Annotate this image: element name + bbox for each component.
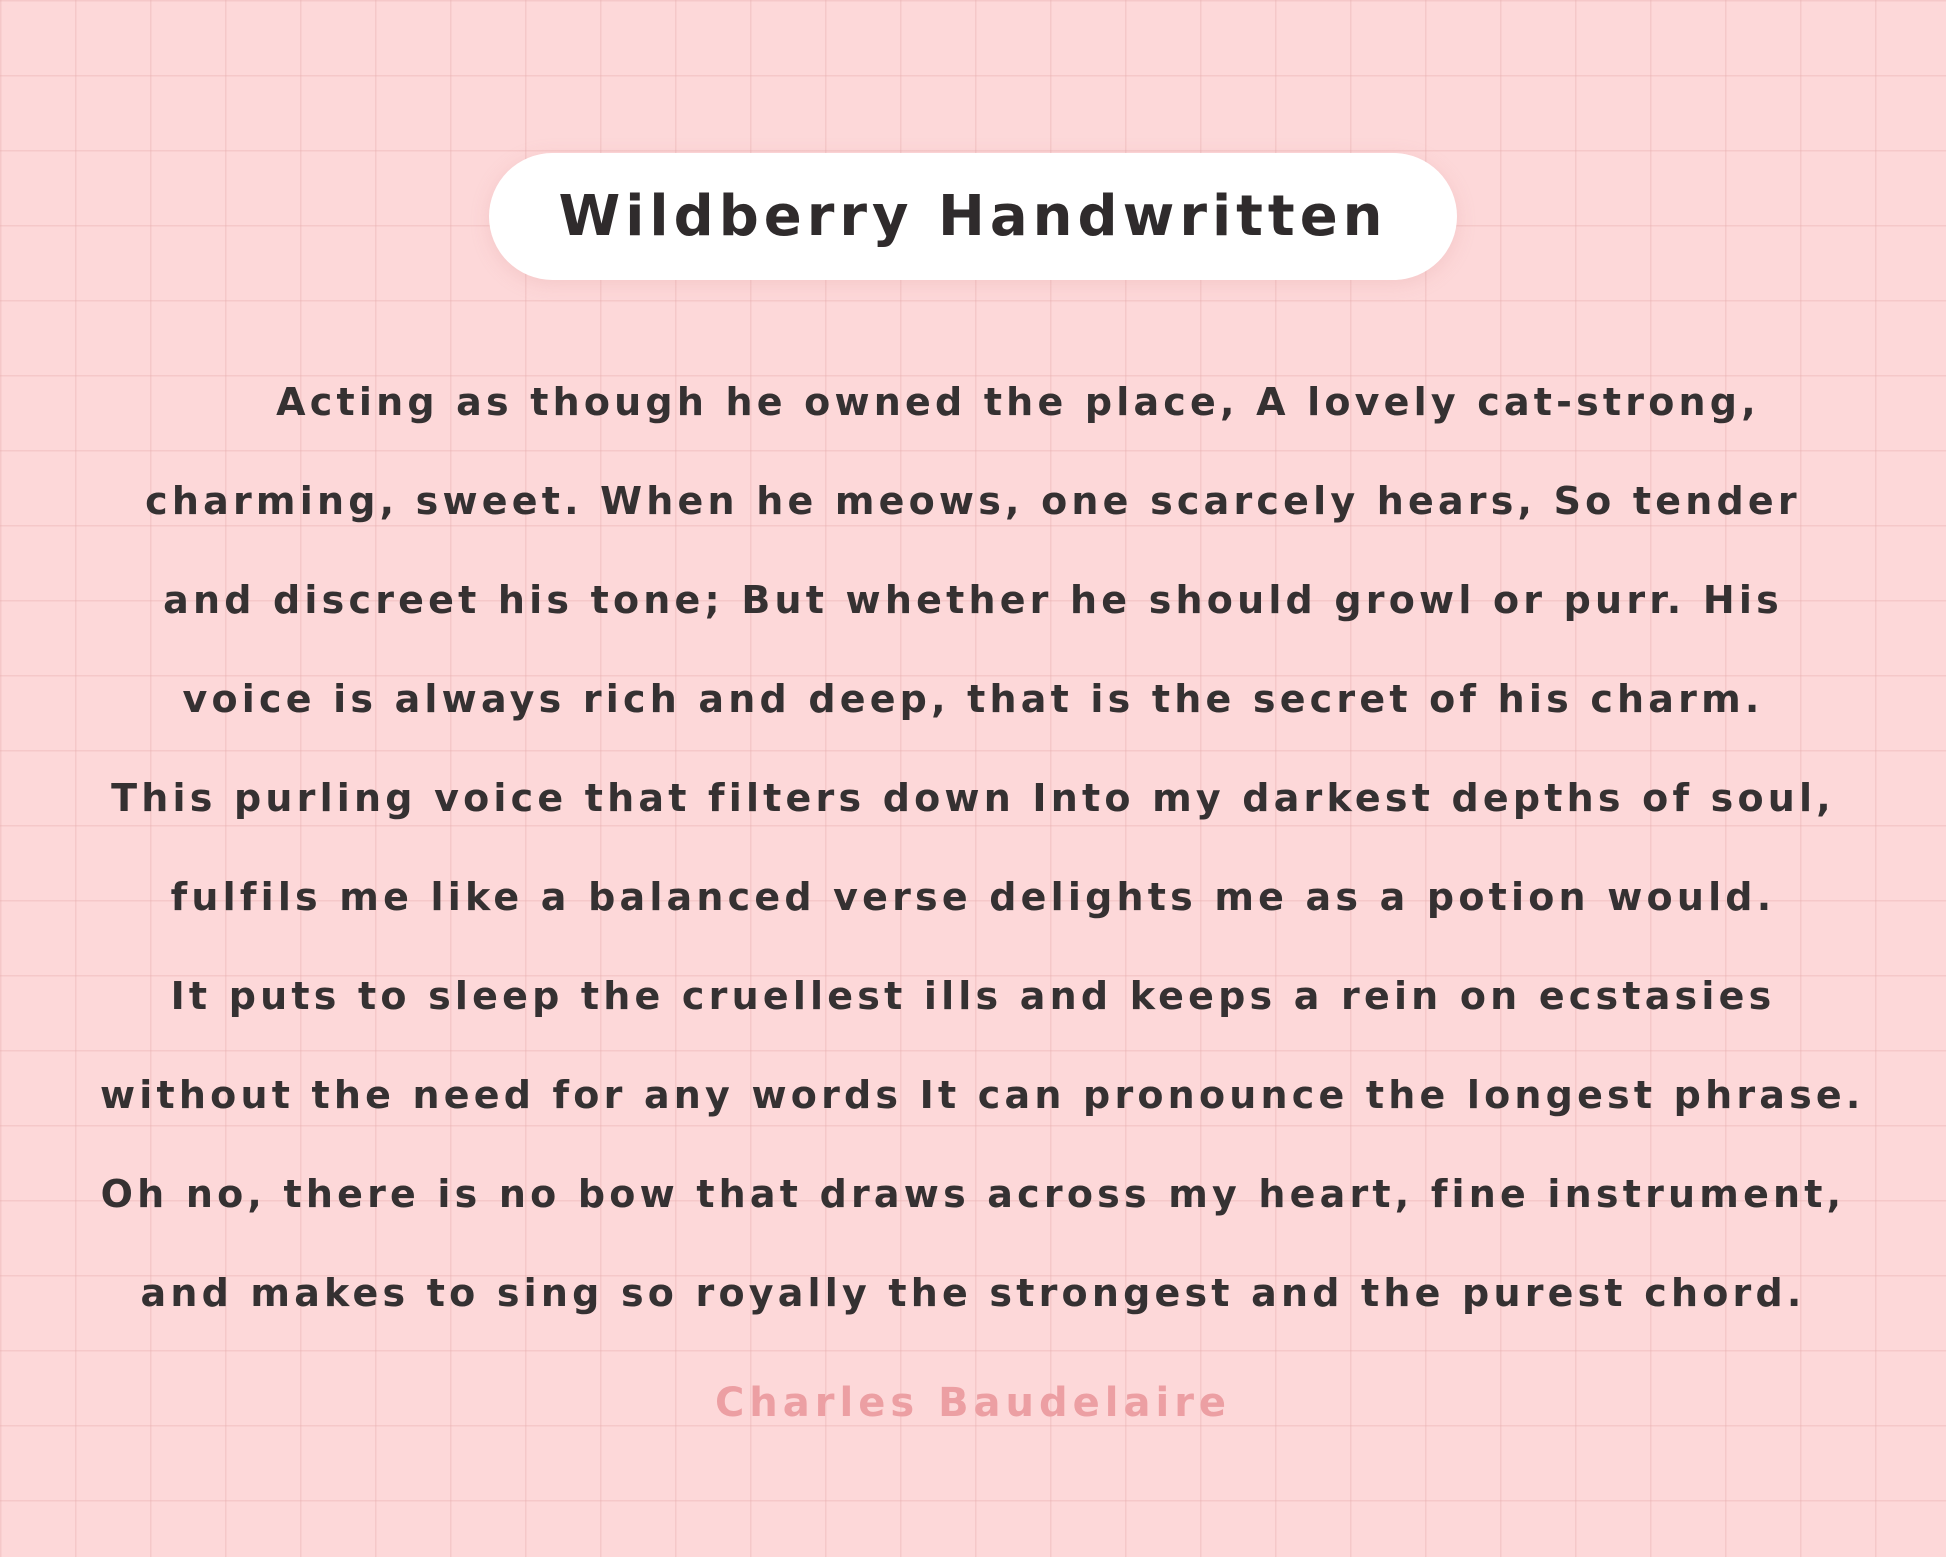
page-title: Wildberry Handwritten — [558, 184, 1388, 249]
poem-line: voice is always rich and deep, that is the secret of his charm. — [182, 677, 1764, 721]
poem-line: and makes to sing so royally the strongest and the purest chord. — [140, 1271, 1806, 1315]
poem-line: charming, sweet. When he meows, one scarcely hears, So tender — [145, 479, 1801, 523]
poem-body — [100, 353, 1865, 1343]
poem-line: fulfils me like a balanced verse delights me as a potion would. — [170, 875, 1776, 919]
poem-line: Acting as though he owned the place, A lovely cat-strong, — [276, 380, 1760, 424]
poem-line: It puts to sleep the cruellest ills and keeps a rein on ecstasies — [170, 974, 1776, 1018]
poem-line: without the need for any words It can pronounce the longest phrase. — [100, 1073, 1865, 1117]
author-credit: Charles Baudelaire — [714, 1380, 1232, 1426]
poem-line: and discreet his tone; But whether he should growl or purr. His — [163, 578, 1783, 622]
title-banner — [489, 153, 1457, 280]
poem-line: Oh no, there is no bow that draws across my heart, fine instrument, — [100, 1172, 1846, 1216]
poem-line: This purling voice that filters down Into my darkest depths of soul, — [111, 776, 1835, 820]
